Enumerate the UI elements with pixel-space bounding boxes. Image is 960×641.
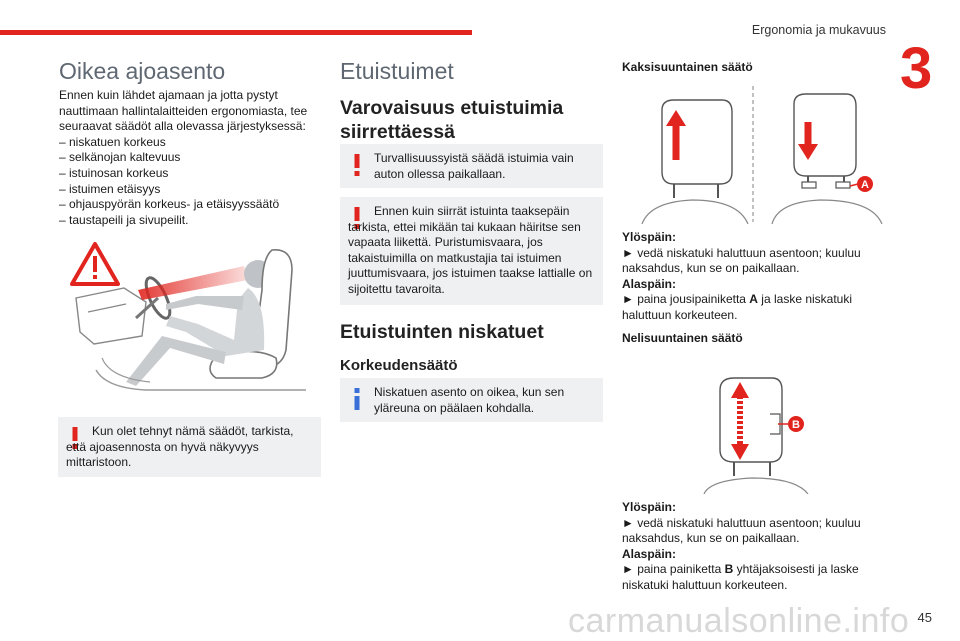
page-title-driving-position: Oikea ajoasento: [59, 58, 226, 84]
down-text: ► paina painiketta B yhtäjaksoisesti ja laske niskatuki haluttuun korkeuteen.: [622, 562, 859, 592]
label-a: A: [861, 179, 869, 191]
subheading-caution: Varovaisuus etuistuimia siirrettäessä: [340, 97, 564, 143]
subheading-height-adjustment: Korkeudensäätö: [340, 357, 458, 374]
label-b: B: [792, 419, 800, 431]
down-label: Alaspäin:: [622, 546, 677, 561]
warning-box-move-back: [340, 197, 603, 305]
warning-box-stationary: [340, 144, 603, 188]
subheading-four-way: Nelisuuntainen säätö: [622, 331, 743, 345]
subheading-headrests: Etuistuinten niskatuet: [340, 321, 544, 343]
down-label: Alaspäin:: [622, 276, 677, 291]
watermark: carmanualsonline.info: [568, 602, 910, 640]
list-item: – taustapeili ja sivupeilit.: [59, 212, 189, 227]
list-item: – niskatuen korkeus: [59, 134, 166, 149]
warning-text: Ennen kuin siirrät istuinta taaksepäin tarkista, ettei mikään tai kukaan häiritse sen vapaata liikettä. Puristumisvaara, jos takaistuimilla on matkustajia tai istuimen juuttumisvaara, jos istuimen taakse lattialle on sijoitettu tavaroita.: [348, 204, 593, 296]
info-icon: [353, 388, 361, 410]
two-way-instructions: [622, 230, 884, 324]
subheading-two-way: Kaksisuuntainen säätö: [622, 60, 753, 74]
intro-paragraph: [59, 88, 321, 228]
up-label: Ylöspäin:: [622, 500, 677, 514]
warning-text: Kun olet tehnyt nämä säädöt, tarkista, että ajoasennosta on hyvä näkyvyys mittaristoon.: [66, 424, 294, 470]
button-a-callout: [850, 176, 873, 192]
four-way-instructions: [622, 500, 884, 594]
up-label: Ylöspäin:: [622, 230, 677, 244]
up-text: ► vedä niskatuki haluttuun asentoon; kuuluu naksahdus, kun se on paikallaan.: [622, 245, 861, 276]
info-box-headrest-position: [340, 378, 603, 422]
list-item: – istuimen etäisyys: [59, 181, 161, 196]
page-number: 45: [917, 610, 932, 625]
exclamation-warning-icon: [353, 154, 361, 176]
warning-box-visibility: [58, 417, 321, 477]
list-item: – istuinosan korkeus: [59, 165, 169, 180]
list-item: – selkänojan kaltevuus: [59, 150, 181, 165]
button-key-b: B: [724, 562, 734, 577]
warning-text: Turvallisuussyistä säädä istuimia vain auton ollessa paikallaan.: [374, 151, 574, 181]
driving-position-illustration: [66, 240, 310, 400]
two-way-headrest-illustration: [622, 82, 884, 224]
list-item: – ohjauspyörän korkeus- ja etäisyyssäätö: [59, 197, 280, 212]
four-way-headrest-illustration: [700, 368, 812, 494]
section-title: Ergonomia ja mukavuus: [751, 23, 886, 37]
intro-text: Ennen kuin lähdet ajamaan ja jotta pystyt nauttimaan hallintalaitteiden ergonomiasta, tee seuraavat säädöt alla olevassa järjestyksessä:: [59, 88, 308, 134]
warning-triangle-icon: [72, 244, 118, 284]
info-text: Niskatuen asento on oikea, kun sen yläreuna on päälaen kohdalla.: [374, 385, 565, 415]
header-accent-bar: [0, 30, 472, 35]
up-text: ► vedä niskatuki haluttuun asentoon; kuuluu naksahdus, kun se on paikallaan.: [622, 515, 861, 546]
down-text: ► paina jousipainiketta A ja laske niskatuki haluttuun korkeuteen.: [622, 292, 853, 322]
chapter-number: 3: [900, 36, 933, 101]
section-heading-front-seats: Etuistuimet: [340, 58, 454, 84]
button-key-a: A: [749, 292, 758, 307]
